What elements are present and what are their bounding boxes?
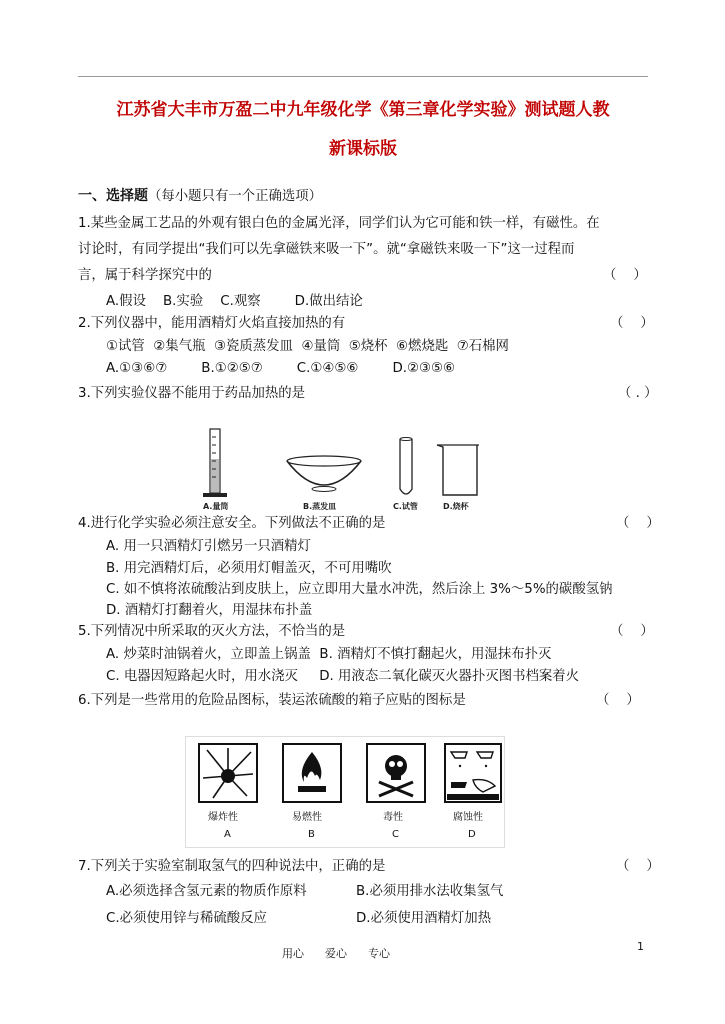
- hazard-label-explosive: 爆炸性: [208, 812, 238, 823]
- q4-option-d: D. 酒精灯打翻着火，用湿抹布扑盖: [106, 603, 313, 618]
- q3-apparatus-figure: [195, 425, 469, 517]
- hazard-letter-c: C: [392, 829, 399, 840]
- beaker-icon: [437, 445, 479, 495]
- q4-answer-blank[interactable]: （ ）: [616, 516, 660, 531]
- hazard-label-flammable: 易燃性: [292, 812, 322, 823]
- q1-answer-blank[interactable]: （ ）: [603, 268, 647, 283]
- q7-option-c: C.必须使用锌与稀硫酸反应: [106, 911, 267, 926]
- q1-line-1: 1.某些金属工艺品的外观有银白色的金属光泽，同学们认为它可能和铁一样，有磁性。在: [78, 216, 600, 231]
- page-footer: 用心 爱心 专心: [282, 947, 390, 960]
- q2-items: ①试管 ②集气瓶 ③瓷质蒸发皿 ④量筒 ⑤烧杯 ⑥燃烧匙 ⑦石棉网: [106, 339, 509, 354]
- q7-option-a: A.必须选择含氢元素的物质作原料: [106, 884, 307, 899]
- hazard-label-toxic: 毒性: [383, 812, 403, 823]
- q1-line-2: 讨论时，有同学提出“我们可以先拿磁铁来吸一下”。就“拿磁铁来吸一下”这一过程而: [78, 242, 575, 257]
- hazard-letter-a: A: [224, 829, 231, 840]
- q3-caption-a: A.量筒: [203, 502, 229, 511]
- flame-icon: [283, 744, 341, 802]
- q1-options: A.假设 B.实验 C.观察 D.做出结论: [106, 294, 363, 309]
- graduated-cylinder-icon: [203, 429, 227, 497]
- hazard-letter-b: B: [308, 829, 315, 840]
- q3-answer-blank[interactable]: （ . ）: [618, 386, 658, 401]
- q4-stem: 4.进行化学实验必须注意安全。下列做法不正确的是: [78, 516, 386, 531]
- section-note: （每小题只有一个正确选项）: [148, 189, 323, 204]
- hazard-letter-d: D: [468, 829, 476, 840]
- q7-stem: 7.下列关于实验室制取氢气的四种说法中，正确的是: [78, 859, 386, 874]
- q4-option-b: B. 用完酒精灯后，必须用灯帽盖灭，不可用嘴吹: [106, 561, 392, 576]
- title-line-1: 江苏省大丰市万盈二中九年级化学《第三章化学实验》测试题人教: [116, 100, 610, 120]
- skull-crossbones-icon: [367, 744, 425, 802]
- q2-stem: 2.下列仪器中，能用酒精灯火焰直接加热的有: [78, 316, 346, 331]
- title-line-2: 新课标版: [329, 139, 397, 159]
- q7-option-b: B.必须用排水法收集氢气: [356, 884, 504, 899]
- q1-line-3: 言，属于科学探究中的: [78, 268, 212, 283]
- q5-options-ab: A. 炒菜时油锅着火，立即盖上锅盖 B. 酒精灯不慎打翻起火，用湿抹布扑灭: [106, 647, 552, 662]
- q6-hazard-figure: [185, 736, 505, 848]
- q2-answer-blank[interactable]: （ ）: [610, 316, 654, 331]
- q5-stem: 5.下列情况中所采取的灭火方法，不恰当的是: [78, 624, 346, 639]
- q3-caption-c: C.试管: [393, 502, 418, 511]
- q5-answer-blank[interactable]: （ ）: [610, 624, 654, 639]
- q6-answer-blank[interactable]: （ ）: [596, 693, 640, 708]
- q7-option-d: D.必须使用酒精灯加热: [356, 911, 492, 926]
- q3-caption-b: B.蒸发皿: [303, 502, 337, 511]
- q5-options-cd: C. 电器因短路起火时，用水浇灭 D. 用液态二氧化碳灭火器扑灭图书档案着火: [106, 669, 580, 684]
- page-number: 1: [637, 940, 644, 953]
- q4-option-a: A. 用一只酒精灯引燃另一只酒精灯: [106, 539, 311, 554]
- corrosive-icon: [445, 744, 501, 802]
- q2-options: A.①③⑥⑦ B.①②⑤⑦ C.①④⑤⑥ D.②③⑤⑥: [106, 361, 456, 376]
- evaporating-dish-icon: [287, 456, 361, 492]
- hazard-label-corrosive: 腐蚀性: [453, 812, 483, 823]
- test-tube-icon: [400, 438, 412, 495]
- explosive-icon: [199, 744, 257, 802]
- q7-answer-blank[interactable]: （ ）: [616, 859, 660, 874]
- q3-stem: 3.下列实验仪器不能用于药品加热的是: [78, 386, 306, 401]
- header-rule: [78, 76, 648, 77]
- q4-option-c: C. 如不慎将浓硫酸沾到皮肤上，应立即用大量水冲洗，然后涂上 3%～5%的碳酸氢钠: [106, 582, 613, 597]
- section-heading: 一、选择题（每小题只有一个正确选项）: [78, 188, 323, 204]
- q6-stem: 6.下列是一些常用的危险品图标，装运浓硫酸的箱子应贴的图标是: [78, 693, 466, 708]
- q3-caption-d: D.烧杯: [443, 502, 469, 511]
